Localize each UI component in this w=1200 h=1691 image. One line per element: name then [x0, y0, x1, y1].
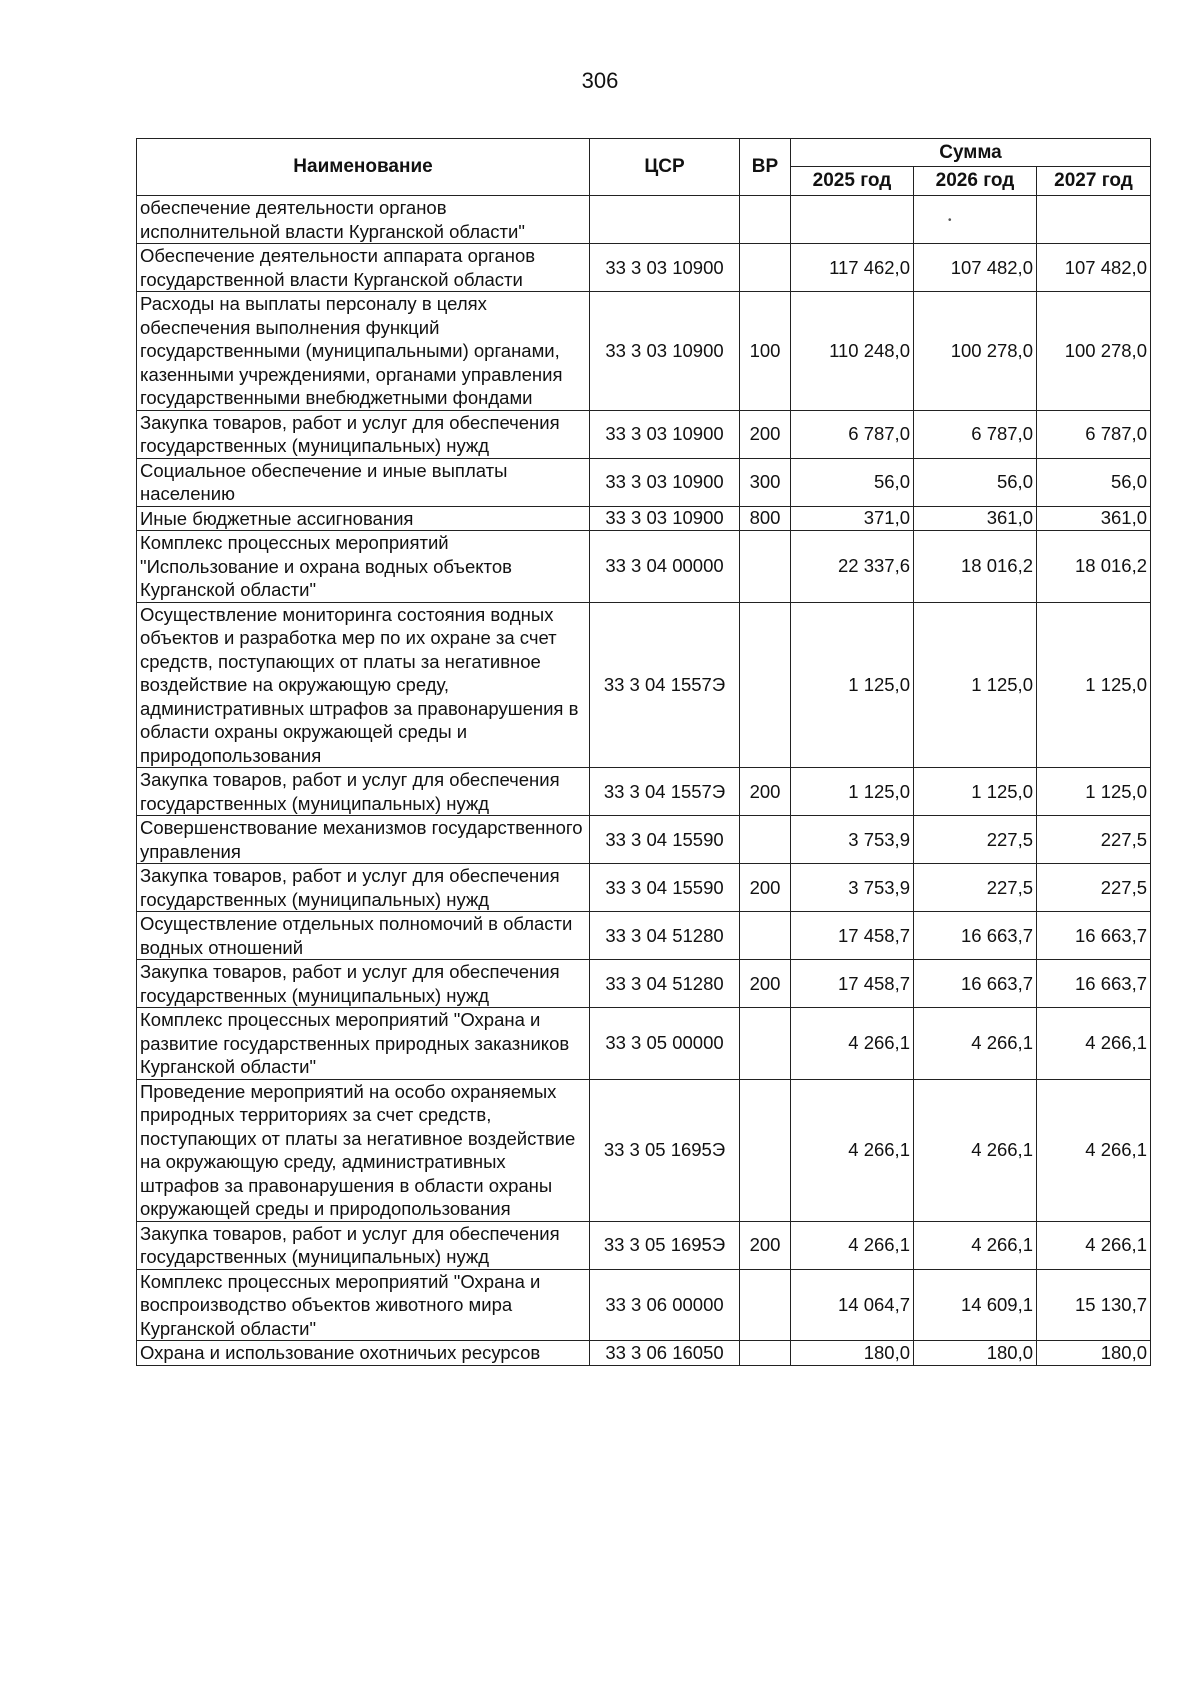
- row-name: Комплекс процессных мероприятий "Использование и охрана водных объектов Курганской области": [137, 531, 590, 603]
- row-name: Расходы на выплаты персоналу в целях обеспечения выполнения функций государственными (муниципальными) органами, казенными учреждениями, органами управления государственными внебюджетными фондами: [137, 292, 590, 411]
- row-csr: 33 3 06 00000: [590, 1269, 740, 1341]
- row-sum-2027: 4 266,1: [1037, 1221, 1151, 1269]
- row-sum-2025: 17 458,7: [791, 912, 914, 960]
- row-vr: [740, 196, 791, 244]
- row-csr: 33 3 03 10900: [590, 458, 740, 506]
- row-csr: 33 3 04 1557Э: [590, 602, 740, 768]
- row-name: Закупка товаров, работ и услуг для обеспечения государственных (муниципальных) нужд: [137, 864, 590, 912]
- row-vr: 300: [740, 458, 791, 506]
- row-csr: 33 3 03 10900: [590, 410, 740, 458]
- row-sum-2026: 227,5: [914, 864, 1037, 912]
- row-name: Проведение мероприятий на особо охраняемых природных территориях за счет средств, поступающих от платы за негативное воздействие на окружающую среду, административных штрафов за правонарушения в области охраны окружающей среды и природопользования: [137, 1079, 590, 1221]
- row-sum-2027: 1 125,0: [1037, 602, 1151, 768]
- row-name: Совершенствование механизмов государственного управления: [137, 816, 590, 864]
- row-sum-2025: 17 458,7: [791, 960, 914, 1008]
- table-row: [137, 1341, 1151, 1366]
- table-row: [137, 816, 1151, 864]
- row-sum-2026: 4 266,1: [914, 1008, 1037, 1080]
- row-vr: [740, 602, 791, 768]
- row-vr: [740, 1079, 791, 1221]
- budget-table: [136, 138, 1151, 1366]
- table-row: [137, 864, 1151, 912]
- row-name: Обеспечение деятельности аппарата органов государственной власти Курганской области: [137, 244, 590, 292]
- row-vr: 200: [740, 1221, 791, 1269]
- row-sum-2026: 180,0: [914, 1341, 1037, 1366]
- row-sum-2026: 4 266,1: [914, 1079, 1037, 1221]
- row-vr: 200: [740, 960, 791, 1008]
- row-sum-2025: [791, 196, 914, 244]
- table-row: [137, 410, 1151, 458]
- header-year-2025: 2025 год: [791, 167, 914, 196]
- row-sum-2027: 15 130,7: [1037, 1269, 1151, 1341]
- row-name: Комплекс процессных мероприятий "Охрана и развитие государственных природных заказников Курганской области": [137, 1008, 590, 1080]
- row-sum-2027: 107 482,0: [1037, 244, 1151, 292]
- table-row: [137, 458, 1151, 506]
- row-sum-2027: 100 278,0: [1037, 292, 1151, 411]
- row-vr: [740, 244, 791, 292]
- row-sum-2026: 16 663,7: [914, 960, 1037, 1008]
- row-name: Комплекс процессных мероприятий "Охрана и воспроизводство объектов животного мира Курганской области": [137, 1269, 590, 1341]
- table-row: [137, 1079, 1151, 1221]
- row-sum-2027: 4 266,1: [1037, 1008, 1151, 1080]
- row-name: обеспечение деятельности органов исполнительной власти Курганской области": [137, 196, 590, 244]
- row-sum-2025: 371,0: [791, 506, 914, 531]
- row-sum-2027: 16 663,7: [1037, 960, 1151, 1008]
- row-sum-2025: 117 462,0: [791, 244, 914, 292]
- row-sum-2026: 1 125,0: [914, 768, 1037, 816]
- row-sum-2025: 4 266,1: [791, 1221, 914, 1269]
- row-sum-2027: 180,0: [1037, 1341, 1151, 1366]
- row-sum-2026: 100 278,0: [914, 292, 1037, 411]
- scan-speck: •: [948, 215, 952, 226]
- table-row: [137, 1221, 1151, 1269]
- header-vr: ВР: [740, 139, 791, 196]
- row-vr: [740, 912, 791, 960]
- table-row: [137, 531, 1151, 603]
- row-sum-2026: 227,5: [914, 816, 1037, 864]
- row-name: Закупка товаров, работ и услуг для обеспечения государственных (муниципальных) нужд: [137, 410, 590, 458]
- row-sum-2027: 1 125,0: [1037, 768, 1151, 816]
- row-csr: 33 3 03 10900: [590, 244, 740, 292]
- table-row: [137, 292, 1151, 411]
- header-year-2026: 2026 год: [914, 167, 1037, 196]
- row-name: Закупка товаров, работ и услуг для обеспечения государственных (муниципальных) нужд: [137, 1221, 590, 1269]
- row-sum-2026: 1 125,0: [914, 602, 1037, 768]
- row-name: Осуществление отдельных полномочий в области водных отношений: [137, 912, 590, 960]
- row-sum-2026: [914, 196, 1037, 244]
- row-sum-2027: [1037, 196, 1151, 244]
- row-name: Закупка товаров, работ и услуг для обеспечения государственных (муниципальных) нужд: [137, 960, 590, 1008]
- row-vr: 100: [740, 292, 791, 411]
- row-sum-2027: 361,0: [1037, 506, 1151, 531]
- row-csr: 33 3 04 15590: [590, 816, 740, 864]
- row-sum-2026: 16 663,7: [914, 912, 1037, 960]
- row-csr: 33 3 04 1557Э: [590, 768, 740, 816]
- row-sum-2025: 1 125,0: [791, 602, 914, 768]
- row-csr: 33 3 05 00000: [590, 1008, 740, 1080]
- row-name: Иные бюджетные ассигнования: [137, 506, 590, 531]
- row-sum-2027: 6 787,0: [1037, 410, 1151, 458]
- row-sum-2026: 361,0: [914, 506, 1037, 531]
- row-vr: 800: [740, 506, 791, 531]
- row-sum-2026: 18 016,2: [914, 531, 1037, 603]
- table-row: [137, 1269, 1151, 1341]
- row-csr: [590, 196, 740, 244]
- table-header: [137, 139, 1151, 196]
- row-sum-2026: 107 482,0: [914, 244, 1037, 292]
- row-sum-2025: 6 787,0: [791, 410, 914, 458]
- table-row: [137, 1008, 1151, 1080]
- header-sum: Сумма: [791, 139, 1151, 167]
- row-sum-2026: 6 787,0: [914, 410, 1037, 458]
- row-sum-2026: 14 609,1: [914, 1269, 1037, 1341]
- row-sum-2025: 3 753,9: [791, 816, 914, 864]
- row-sum-2027: 56,0: [1037, 458, 1151, 506]
- row-vr: [740, 1341, 791, 1366]
- table-row: [137, 960, 1151, 1008]
- row-sum-2025: 4 266,1: [791, 1008, 914, 1080]
- row-sum-2026: 56,0: [914, 458, 1037, 506]
- row-sum-2027: 227,5: [1037, 816, 1151, 864]
- header-name: Наименование: [137, 139, 590, 196]
- row-vr: [740, 1008, 791, 1080]
- row-vr: [740, 531, 791, 603]
- row-name: Охрана и использование охотничьих ресурсов: [137, 1341, 590, 1366]
- row-vr: 200: [740, 768, 791, 816]
- row-sum-2025: 180,0: [791, 1341, 914, 1366]
- table-row: [137, 912, 1151, 960]
- row-name: Социальное обеспечение и иные выплаты населению: [137, 458, 590, 506]
- row-sum-2026: 4 266,1: [914, 1221, 1037, 1269]
- row-sum-2027: 227,5: [1037, 864, 1151, 912]
- row-csr: 33 3 04 00000: [590, 531, 740, 603]
- table-row: [137, 506, 1151, 531]
- table-row: [137, 196, 1151, 244]
- row-csr: 33 3 05 1695Э: [590, 1221, 740, 1269]
- row-sum-2025: 1 125,0: [791, 768, 914, 816]
- row-sum-2025: 3 753,9: [791, 864, 914, 912]
- row-name: Осуществление мониторинга состояния водных объектов и разработка мер по их охране за счет средств, поступающих от платы за негативное воздействие на окружающую среду, административных штрафов за правонарушения в области охраны окружающей среды и природопользования: [137, 602, 590, 768]
- row-csr: 33 3 05 1695Э: [590, 1079, 740, 1221]
- table-row: [137, 768, 1151, 816]
- row-sum-2025: 56,0: [791, 458, 914, 506]
- row-vr: 200: [740, 864, 791, 912]
- row-name: Закупка товаров, работ и услуг для обеспечения государственных (муниципальных) нужд: [137, 768, 590, 816]
- row-sum-2025: 110 248,0: [791, 292, 914, 411]
- header-year-2027: 2027 год: [1037, 167, 1151, 196]
- page-number: 306: [581, 68, 619, 93]
- header-csr: ЦСР: [590, 139, 740, 196]
- row-csr: 33 3 04 51280: [590, 960, 740, 1008]
- row-sum-2027: 16 663,7: [1037, 912, 1151, 960]
- row-csr: 33 3 03 10900: [590, 506, 740, 531]
- table-body: [137, 196, 1151, 1366]
- row-csr: 33 3 06 16050: [590, 1341, 740, 1366]
- row-csr: 33 3 03 10900: [590, 292, 740, 411]
- row-sum-2025: 4 266,1: [791, 1079, 914, 1221]
- row-sum-2027: 18 016,2: [1037, 531, 1151, 603]
- row-sum-2027: 4 266,1: [1037, 1079, 1151, 1221]
- table-row: [137, 244, 1151, 292]
- row-sum-2025: 14 064,7: [791, 1269, 914, 1341]
- row-vr: [740, 816, 791, 864]
- row-vr: 200: [740, 410, 791, 458]
- row-csr: 33 3 04 15590: [590, 864, 740, 912]
- row-vr: [740, 1269, 791, 1341]
- row-sum-2025: 22 337,6: [791, 531, 914, 603]
- table-row: [137, 602, 1151, 768]
- row-csr: 33 3 04 51280: [590, 912, 740, 960]
